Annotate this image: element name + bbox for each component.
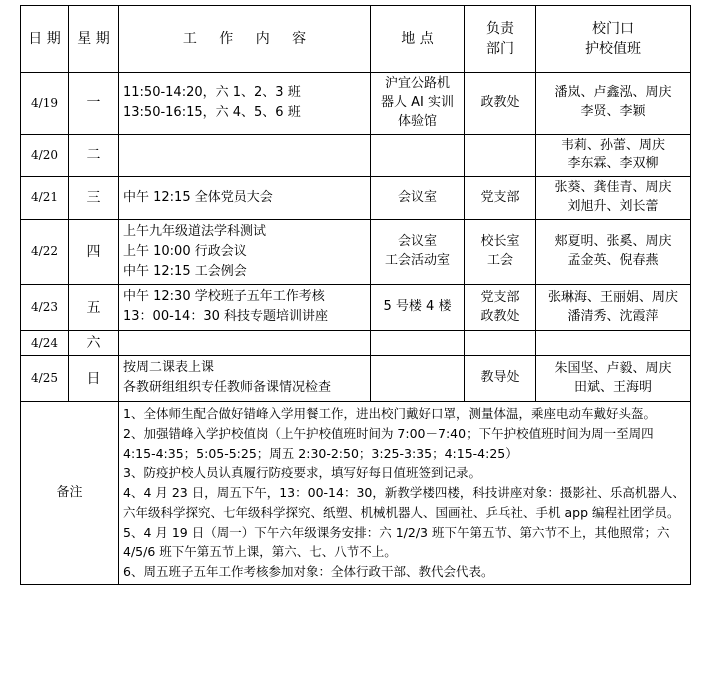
text-line: 张琳海、王丽娟、周庆 — [547, 289, 678, 305]
text-line: 各教研组组织专任教师备课情况检查 — [123, 380, 332, 396]
remarks-row — [21, 402, 691, 585]
text-line: 政教处 — [480, 94, 520, 110]
remark-line: 6、周五班子五年工作考核参加对象：全体行政干部、教代会代表。 — [123, 564, 494, 580]
remark-line: 3、防疫护校人员认真履行防疫要求，填写好每日值班签到记录。 — [123, 465, 481, 481]
text-line: 护校值班 — [585, 41, 641, 57]
header-duty — [536, 6, 691, 73]
text-line: 上午 10:00 行政会议 — [123, 243, 247, 259]
cell-date: 4/19 — [21, 73, 69, 135]
cell-department — [465, 73, 536, 135]
text-line: 郏夏明、张奚、周庆 — [554, 234, 672, 250]
text-line: 李贤、李颖 — [580, 104, 646, 120]
weekly-schedule-table — [20, 5, 691, 585]
cell-place — [371, 177, 465, 220]
cell-date: 4/21 — [21, 177, 69, 220]
cell-date: 4/20 — [21, 134, 69, 177]
text-line: 朱国坚、卢毅、周庆 — [554, 360, 672, 376]
cell-place — [371, 219, 465, 285]
text-line: 李东霖、李双柳 — [567, 156, 659, 172]
cell-department — [465, 285, 536, 331]
text-line: 13：00-14：30 科技专题培训讲座 — [123, 309, 328, 325]
remark-line: 2、加强错峰入学护校值岗（上午护校值班时间为 7:00－7:40；下午护校值班时间为周一至周四 — [123, 425, 654, 441]
text-line: 教导处 — [480, 370, 520, 386]
text-line: 韦莉、孙蕾、周庆 — [560, 137, 665, 153]
cell-content — [119, 219, 371, 285]
cell-place — [371, 356, 465, 402]
text-line: 会议室 — [397, 189, 437, 205]
cell-duty — [536, 73, 691, 135]
cell-duty — [536, 134, 691, 177]
cell-content — [119, 73, 371, 135]
text-line: 张葵、龚佳青、周庆 — [554, 180, 672, 196]
cell-place — [371, 331, 465, 356]
header-place: 地 点 — [371, 6, 465, 73]
text-line: 按周二课表上课 — [123, 360, 215, 376]
table-header-row — [21, 6, 691, 73]
text-line: 潘清秀、沈霞萍 — [567, 308, 659, 324]
cell-content — [119, 285, 371, 331]
text-line: 潘岚、卢鑫泓、周庆 — [554, 85, 672, 101]
cell-content — [119, 356, 371, 402]
cell-duty — [536, 219, 691, 285]
cell-date: 4/24 — [21, 331, 69, 356]
cell-weekday: 日 — [69, 356, 119, 402]
cell-place — [371, 285, 465, 331]
cell-department — [465, 331, 536, 356]
table-row — [21, 285, 691, 331]
text-line: 中午 12:30 学校班子五年工作考核 — [123, 289, 325, 305]
text-line: 器人 AI 实训 — [381, 94, 454, 110]
header-date: 日 期 — [21, 6, 69, 73]
remark-line: 1、全体师生配合做好错峰入学用餐工作，进出校门戴好口罩，测量体温，乘座电动车戴好头盔。 — [123, 406, 656, 422]
header-content: 工 作 内 容 — [119, 6, 371, 73]
cell-weekday: 四 — [69, 219, 119, 285]
text-line: 13:50-16:15，六 4、5、6 班 — [123, 104, 301, 120]
table-row — [21, 134, 691, 177]
cell-duty — [536, 356, 691, 402]
cell-date: 4/23 — [21, 285, 69, 331]
cell-content — [119, 177, 371, 220]
text-line: 工会活动室 — [384, 253, 450, 269]
text-line: 党支部 — [480, 289, 520, 305]
table-row — [21, 177, 691, 220]
cell-weekday: 一 — [69, 73, 119, 135]
remark-line: 4、4 月 23 日，周五下午，13：00-14：30，新教学楼四楼，科技讲座对象：摄影社、乐高机器人、 — [123, 485, 685, 501]
cell-date: 4/22 — [21, 219, 69, 285]
text-line: 田斌、王海明 — [573, 379, 652, 395]
header-department — [465, 6, 536, 73]
remarks-label: 备注 — [21, 402, 119, 585]
table-row — [21, 73, 691, 135]
text-line: 政教处 — [480, 308, 520, 324]
cell-department — [465, 356, 536, 402]
table-row — [21, 219, 691, 285]
cell-duty — [536, 331, 691, 356]
cell-weekday: 五 — [69, 285, 119, 331]
cell-content — [119, 331, 371, 356]
cell-duty — [536, 177, 691, 220]
table-row — [21, 331, 691, 356]
table-row — [21, 356, 691, 402]
text-line: 校门口 — [592, 20, 634, 37]
cell-department — [465, 177, 536, 220]
text-line: 11:50-14:20，六 1、2、3 班 — [123, 84, 301, 100]
text-line: 体验馆 — [397, 113, 437, 129]
text-line: 会议室 — [397, 234, 437, 250]
text-line: 刘旭升、刘长蕾 — [567, 199, 659, 215]
remark-line: 4/5/6 班下午第五节上课，第六、七、八节不上。 — [123, 544, 397, 560]
cell-duty — [536, 285, 691, 331]
remarks-body — [119, 402, 691, 585]
cell-weekday: 二 — [69, 134, 119, 177]
text-line: 负责 — [486, 20, 514, 37]
text-line: 校长室 — [480, 234, 520, 250]
cell-department — [465, 219, 536, 285]
text-line: 工会 — [486, 253, 513, 269]
header-weekday: 星 期 — [69, 6, 119, 73]
cell-weekday: 六 — [69, 331, 119, 356]
text-line: 上午九年级道法学科测试 — [123, 223, 267, 239]
text-line: 党支部 — [480, 189, 520, 205]
cell-place — [371, 73, 465, 135]
text-line: 孟金英、倪春燕 — [567, 253, 659, 269]
remark-line: 4:15-4:35；5:05-5:25；周五 2:30-2:50；3:25-3:35；4:15-4:25） — [123, 445, 518, 461]
text-line: 中午 12:15 全体党员大会 — [123, 189, 273, 205]
remark-line: 5、4 月 19 日（周一）下午六年级课务安排：六 1/2/3 班下午第五节、第六节不上，其他照常；六 — [123, 524, 670, 540]
text-line: 沪宜公路机 — [384, 76, 450, 91]
cell-weekday: 三 — [69, 177, 119, 220]
remark-line: 六年级科学探究、七年级科学探究、纸塑、机械机器人、国画社、乒乓社、手机 app 编程社团学员。 — [123, 504, 680, 520]
cell-date: 4/25 — [21, 356, 69, 402]
cell-place — [371, 134, 465, 177]
text-line: 中午 12:15 工会例会 — [123, 263, 247, 279]
cell-department — [465, 134, 536, 177]
cell-content — [119, 134, 371, 177]
text-line: 部门 — [486, 41, 514, 57]
text-line: 5 号楼 4 楼 — [383, 299, 452, 315]
